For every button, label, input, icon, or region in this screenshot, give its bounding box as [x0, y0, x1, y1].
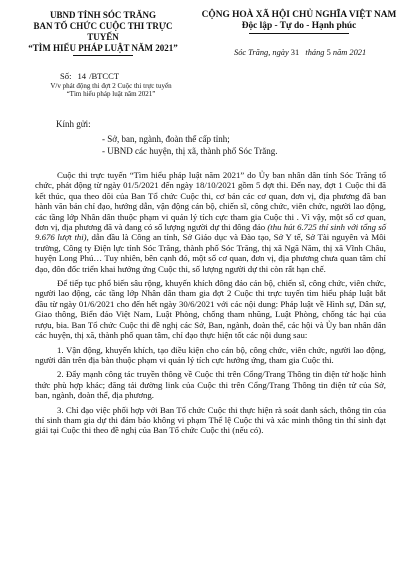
date-month-label: tháng: [305, 48, 325, 57]
paragraph-1-highlight: (thu hút 6.725 thí sinh với tổng số 9.676 lượt thi): [35, 222, 386, 243]
paragraph-2: Để tiếp tục phổ biến sâu rộng, khuyến khích đông đảo cán bộ, chiến sĩ, công chức, viên chức, người lao động, các tầng lớp Nhân dân tham gia đợt 2 Cuộc thi trực tuyến tìm hiểu pháp luật bắt đầu từ ngày 01/6/2021 cho đến hết ngày 30/6/2021 với các nội dung: Pháp luật về Hình sự, Dân sự, Giao thông, Biển đảo Việt Nam, Luật Phòng, chống tham nhũng, Luật Phòng, chống tác hại của rượu, bia. Ban Tổ chức Cuộc thi đề nghị các Sở, Ban, ngành, đoàn thể, các hội và Ủy ban nhân dân các huyện, thị xã, thành phố quan tâm, chỉ đạo thực hiện tốt các nội dung sau:: [35, 278, 386, 341]
greeting: Kính gửi:: [56, 119, 91, 129]
list-item-2: 2. Đẩy mạnh công tác truyền thông về Cuộc thi trên Cổng/Trang Thông tin điện tử hoặc hình thức phù hợp khác; đăng tải đường link của Cuộc thi trên Cổng/Trang Thông tin điện tử của Sở, ban, ngành, đoàn thể, địa phương.: [35, 369, 386, 401]
paragraph-1-part-b: , dẫn đầu là Công an tỉnh, Sở Giáo dục và Đào tạo, Sở Y tế, Sở Tài nguyên và Môi trường, Công ty Điện lực tỉnh Sóc Trăng, thành phố Sóc Trăng, thị xã Ngã Năm, thị xã Vĩnh Châu, huyện Long Phú… Tuy nhiên, bên cạnh đó, một số cơ quan, đơn vị, địa phương chưa quan tâm chỉ đạo, đôn đốc triển khai hưởng ứng Cuộc thi, số lượng người dự thi còn rất hạn chế.: [35, 232, 386, 274]
date-month: 5: [326, 48, 331, 57]
national-title: CỘNG HOÀ XÃ HỘI CHỦ NGHĨA VIỆT NAM: [201, 10, 397, 20]
number-value: 14: [77, 71, 87, 81]
number-label: Số:: [60, 71, 72, 81]
authority-line-3: “TÌM HIỂU PHÁP LUẬT NĂM 2021”: [28, 43, 178, 53]
issuing-authority-header: [18, 10, 188, 56]
date-prefix: Sóc Trăng, ngày: [234, 48, 289, 57]
authority-line-1: UBND TỈNH SÓC TRĂNG: [50, 10, 156, 20]
national-header: [196, 10, 402, 34]
authority-underline: [73, 55, 133, 56]
recipient-2: - UBND các huyện, thị xã, thành phố Sóc Trăng.: [102, 146, 278, 156]
paragraph-1-part-a: Cuộc thi trực tuyến “Tìm hiểu pháp luật năm 2021” do Ủy ban nhân dân tỉnh Sóc Trăng tổ chức, phát động từ ngày 01/5/2021 đến ngày 18/10/2021 gồm 5 đợt thi. Đến nay, đợt 1 Cuộc thi đã kết thúc, qua theo dõi của Ban Tổ chức Cuộc thi, cơ bản các cơ quan, đơn vị, địa phương đã ban hành văn bản chỉ đạo, hướng dẫn, vận động cán bộ, chiến sĩ, công chức, viên chức, người lao động, các tầng lớp Nhân dân thuộc phạm vi quản lý tích cực tham gia Cuộc thi . Vì vậy, một số cơ quan, đơn vị, địa phương đã và đang có số lượng người dự thi đông đảo: [35, 170, 386, 233]
subject-line-1: V/v phát động thi đợt 2 Cuộc thi trực tuyến: [50, 82, 172, 90]
number-suffix: /BTCCT: [89, 71, 120, 81]
authority-line-2: BAN TỔ CHỨC CUỘC THI TRỰC TUYẾN: [33, 21, 173, 42]
document-number: [60, 71, 119, 81]
recipient-1: - Sở, ban, ngành, đoàn thể cấp tỉnh;: [102, 134, 230, 144]
document-date: [234, 48, 366, 57]
subject-line-2: “Tìm hiểu pháp luật năm 2021”: [66, 90, 156, 98]
document-body: [35, 170, 386, 438]
date-year: năm 2021: [332, 48, 367, 57]
list-item-1: 1. Vận động, khuyến khích, tạo điều kiện cho cán bộ, công chức, viên chức, người lao động, người dân trên địa bàn thuộc phạm vi quản lý tích cực hưởng ứng, tham gia Cuộc thi.: [35, 344, 386, 365]
motto-underline: [249, 33, 349, 34]
paragraph-1: [35, 170, 386, 274]
national-motto: Độc lập - Tự do - Hạnh phúc: [241, 21, 357, 31]
date-day: 31: [290, 48, 300, 57]
document-subject: [26, 82, 196, 98]
list-item-3: 3. Chỉ đạo việc phối hợp với Ban Tổ chức Cuộc thi thực hiện rà soát danh sách, thông tin của thí sinh tham gia dự thi đảm bảo không vi phạm Thể lệ Cuộc thi và xác minh thông tin thí sinh đạt giải tại Cuộc thi theo đề nghị của Ban Tổ chức Cuộc thi (nếu có).: [35, 404, 386, 436]
